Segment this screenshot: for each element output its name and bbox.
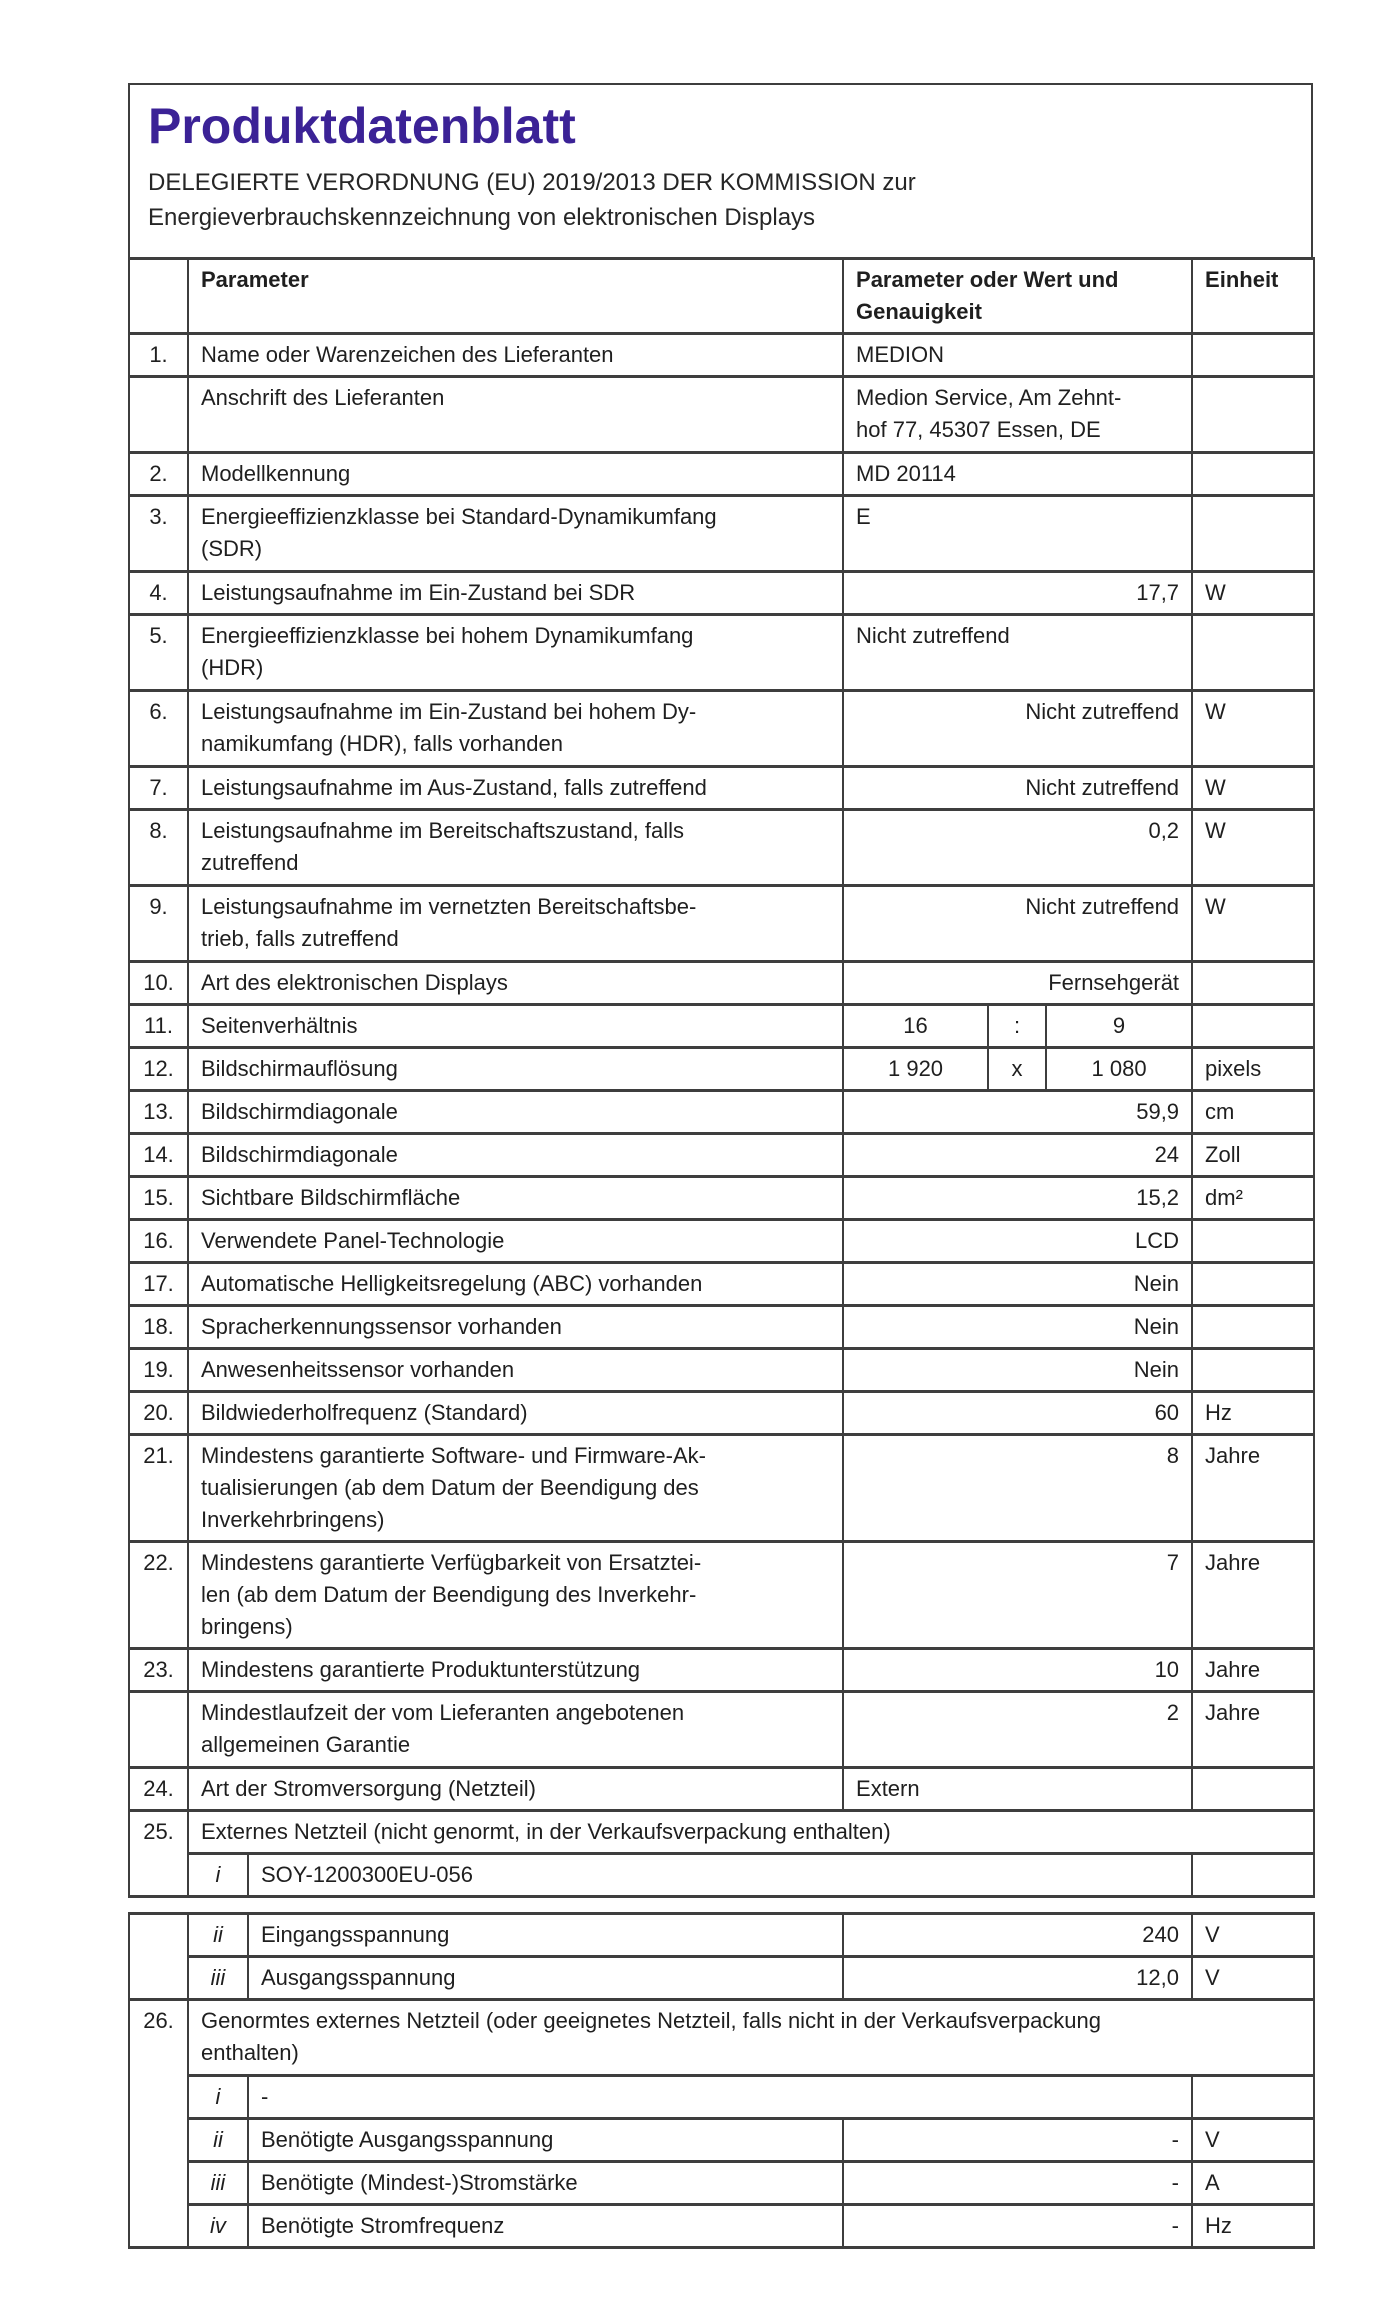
value-cell: 10 <box>843 1649 1192 1692</box>
sub-index-cell: i <box>188 2076 248 2119</box>
parameter-cell: Leistungsaufnahme im Ein-Zustand bei hohem Dy- namikumfang (HDR), falls vorhanden <box>188 691 843 767</box>
unit-cell: Jahre <box>1192 1649 1314 1692</box>
parameter-cell: Bildschirmauflösung <box>188 1048 843 1091</box>
unit-cell <box>1192 377 1314 453</box>
table-row <box>129 1649 1314 1692</box>
row-number-cell: 22. <box>129 1542 188 1649</box>
parameter-cell: Art der Stromversorgung (Netzteil) <box>188 1768 843 1811</box>
value-cell: Medion Service, Am Zehnt- hof 77, 45307 Essen, DE <box>843 377 1192 453</box>
row-number-cell: 20. <box>129 1392 188 1435</box>
sub-index-cell: iii <box>188 2162 248 2205</box>
row-number-cell: 11. <box>129 1005 188 1048</box>
parameter-cell: Verwendete Panel-Technologie <box>188 1220 843 1263</box>
sub-index-cell: iii <box>188 1957 248 2000</box>
row-number-cell: 21. <box>129 1435 188 1542</box>
value-cell: - <box>843 2162 1192 2205</box>
value-cell: 60 <box>843 1392 1192 1435</box>
full-span-cell: Genormtes externes Netzteil (oder geeignetes Netzteil, falls nicht in der Verkaufsverpackung enthalten) <box>188 2000 1314 2076</box>
sub-index-cell: i <box>188 1854 248 1897</box>
row-number-cell: 18. <box>129 1306 188 1349</box>
table-row <box>129 1854 1314 1897</box>
value-cell: - <box>843 2205 1192 2248</box>
unit-cell <box>1192 1220 1314 1263</box>
row-number-cell: 24. <box>129 1768 188 1811</box>
unit-cell: V <box>1192 2119 1314 2162</box>
row-number-cell: 9. <box>129 886 188 962</box>
parameter-cell: Mindestens garantierte Verfügbarkeit von Ersatztei- len (ab dem Datum der Beendigung des Inverkehr- bringens) <box>188 1542 843 1649</box>
value-cell: 8 <box>843 1435 1192 1542</box>
value-cell: 240 <box>843 1914 1192 1957</box>
value-cell: 2 <box>843 1692 1192 1768</box>
table-row <box>129 1091 1314 1134</box>
unit-cell: V <box>1192 1957 1314 2000</box>
ratio-value-cell: x <box>988 1048 1046 1091</box>
parameter-cell: Anwesenheitssensor vorhanden <box>188 1349 843 1392</box>
parameter-cell: Energieeffizienzklasse bei hohem Dynamikumfang (HDR) <box>188 615 843 691</box>
row-number-cell: 16. <box>129 1220 188 1263</box>
table-row <box>129 962 1314 1005</box>
table-row <box>129 259 1314 334</box>
parameter-cell: Energieeffizienzklasse bei Standard-Dynamikumfang (SDR) <box>188 496 843 572</box>
value-cell: Nicht zutreffend <box>843 615 1192 691</box>
value-cell: 12,0 <box>843 1957 1192 2000</box>
regulation-subtitle-line1: DELEGIERTE VERORDNUNG (EU) 2019/2013 DER KOMMISSION zur <box>148 169 916 196</box>
unit-cell <box>1192 1854 1314 1897</box>
table-row <box>129 810 1314 886</box>
unit-cell <box>1192 1768 1314 1811</box>
table-row <box>129 1134 1314 1177</box>
table-row <box>129 2119 1314 2162</box>
parameter-cell: Bildwiederholfrequenz (Standard) <box>188 1392 843 1435</box>
unit-cell: Jahre <box>1192 1542 1314 1649</box>
unit-cell: cm <box>1192 1091 1314 1134</box>
table-row <box>129 2000 1314 2076</box>
value-cell: LCD <box>843 1220 1192 1263</box>
parameter-cell: Bildschirmdiagonale <box>188 1091 843 1134</box>
unit-cell: Hz <box>1192 1392 1314 1435</box>
table-row <box>129 1349 1314 1392</box>
row-number-cell: 5. <box>129 615 188 691</box>
value-cell: 59,9 <box>843 1091 1192 1134</box>
ratio-value-cell: 1 080 <box>1046 1048 1192 1091</box>
table-row <box>129 572 1314 615</box>
row-number-cell: 4. <box>129 572 188 615</box>
row-number-cell: 10. <box>129 962 188 1005</box>
parameter-cell: Ausgangsspannung <box>248 1957 843 2000</box>
table-row <box>129 334 1314 377</box>
parameter-cell: Mindestens garantierte Produktunterstützung <box>188 1649 843 1692</box>
parameter-cell: Leistungsaufnahme im Ein-Zustand bei SDR <box>188 572 843 615</box>
unit-cell <box>1192 453 1314 496</box>
parameter-cell: Benötigte Stromfrequenz <box>248 2205 843 2248</box>
row-number-cell <box>129 1692 188 1768</box>
value-cell: MEDION <box>843 334 1192 377</box>
value-cell: Extern <box>843 1768 1192 1811</box>
row-number-cell <box>129 1914 188 2000</box>
table-row <box>129 691 1314 767</box>
row-number-cell: 1. <box>129 334 188 377</box>
row-number-cell: 2. <box>129 453 188 496</box>
row-number-cell: 13. <box>129 1091 188 1134</box>
table-row <box>129 1048 1314 1091</box>
unit-cell: V <box>1192 1914 1314 1957</box>
regulation-subtitle <box>148 165 1291 235</box>
regulation-subtitle-line2: Energieverbrauchskennzeichnung von elektronischen Displays <box>148 204 816 231</box>
value-cell: 17,7 <box>843 572 1192 615</box>
ratio-value-cell: 16 <box>843 1005 988 1048</box>
unit-cell <box>1192 1306 1314 1349</box>
row-number-cell: 25. <box>129 1811 188 1897</box>
table-row <box>129 1263 1314 1306</box>
row-number-cell: 7. <box>129 767 188 810</box>
value-cell: 15,2 <box>843 1177 1192 1220</box>
parameter-cell: Art des elektronischen Displays <box>188 962 843 1005</box>
table-row <box>129 1435 1314 1542</box>
unit-cell: Einheit <box>1192 259 1314 334</box>
value-cell: 0,2 <box>843 810 1192 886</box>
parameter-cell: Benötigte Ausgangsspannung <box>248 2119 843 2162</box>
unit-cell <box>1192 1005 1314 1048</box>
unit-cell: W <box>1192 810 1314 886</box>
wide-value-cell: - <box>248 2076 1192 2119</box>
table-row <box>129 496 1314 572</box>
table-row <box>129 1692 1314 1768</box>
row-number-cell: 15. <box>129 1177 188 1220</box>
parameter-cell: Mindestlaufzeit der vom Lieferanten angebotenen allgemeinen Garantie <box>188 1692 843 1768</box>
value-cell: 7 <box>843 1542 1192 1649</box>
title-box <box>128 83 1313 257</box>
unit-cell: dm² <box>1192 1177 1314 1220</box>
value-cell: Nein <box>843 1263 1192 1306</box>
unit-cell: A <box>1192 2162 1314 2205</box>
full-span-cell: Externes Netzteil (nicht genormt, in der Verkaufsverpackung enthalten) <box>188 1811 1314 1854</box>
parameter-cell: Spracherkennungssensor vorhanden <box>188 1306 843 1349</box>
unit-cell: pixels <box>1192 1048 1314 1091</box>
unit-cell: Zoll <box>1192 1134 1314 1177</box>
row-number-cell: 19. <box>129 1349 188 1392</box>
ratio-value-cell: 1 920 <box>843 1048 988 1091</box>
table-row <box>129 1542 1314 1649</box>
unit-cell: W <box>1192 886 1314 962</box>
unit-cell <box>1192 615 1314 691</box>
table-row <box>129 453 1314 496</box>
unit-cell: W <box>1192 767 1314 810</box>
value-cell: Nicht zutreffend <box>843 767 1192 810</box>
parameter-cell: Leistungsaufnahme im Aus-Zustand, falls zutreffend <box>188 767 843 810</box>
unit-cell <box>1192 496 1314 572</box>
parameter-cell: Name oder Warenzeichen des Lieferanten <box>188 334 843 377</box>
table-row <box>129 1392 1314 1435</box>
sub-index-cell: ii <box>188 2119 248 2162</box>
datasheet-table-continued <box>128 1912 1315 2249</box>
row-number-cell: 17. <box>129 1263 188 1306</box>
row-number-cell <box>129 377 188 453</box>
ratio-value-cell: : <box>988 1005 1046 1048</box>
parameter-cell: Leistungsaufnahme im Bereitschaftszustand, falls zutreffend <box>188 810 843 886</box>
value-cell: MD 20114 <box>843 453 1192 496</box>
table-row <box>129 886 1314 962</box>
unit-cell <box>1192 962 1314 1005</box>
value-cell: Nicht zutreffend <box>843 691 1192 767</box>
parameter-cell: Eingangsspannung <box>248 1914 843 1957</box>
table-row <box>129 377 1314 453</box>
sub-index-cell: ii <box>188 1914 248 1957</box>
row-number-cell: 6. <box>129 691 188 767</box>
page-title: Produktdatenblatt <box>148 98 576 154</box>
sub-index-cell: iv <box>188 2205 248 2248</box>
unit-cell: Hz <box>1192 2205 1314 2248</box>
unit-cell <box>1192 2076 1314 2119</box>
parameter-cell: Leistungsaufnahme im vernetzten Bereitschaftsbe- trieb, falls zutreffend <box>188 886 843 962</box>
table-row <box>129 1220 1314 1263</box>
table-row <box>129 1306 1314 1349</box>
wide-value-cell: SOY-1200300EU-056 <box>248 1854 1192 1897</box>
table-row <box>129 2076 1314 2119</box>
table-split-gap <box>128 1898 1313 1912</box>
unit-cell <box>1192 1349 1314 1392</box>
parameter-cell: Anschrift des Lieferanten <box>188 377 843 453</box>
table-row <box>129 1768 1314 1811</box>
table-row <box>129 1957 1314 2000</box>
value-cell: E <box>843 496 1192 572</box>
unit-cell <box>1192 1263 1314 1306</box>
value-cell: Fernsehgerät <box>843 962 1192 1005</box>
value-cell: - <box>843 2119 1192 2162</box>
row-number-cell <box>129 259 188 334</box>
parameter-cell: Benötigte (Mindest-)Stromstärke <box>248 2162 843 2205</box>
datasheet-table-main <box>128 257 1315 1898</box>
row-number-cell: 12. <box>129 1048 188 1091</box>
row-number-cell: 14. <box>129 1134 188 1177</box>
unit-cell: Jahre <box>1192 1435 1314 1542</box>
parameter-cell: Mindestens garantierte Software- und Firmware-Ak- tualisierungen (ab dem Datum der Beendigung des Inverkehrbringens) <box>188 1435 843 1542</box>
unit-cell: Jahre <box>1192 1692 1314 1768</box>
parameter-cell: Bildschirmdiagonale <box>188 1134 843 1177</box>
parameter-cell: Parameter <box>188 259 843 334</box>
table-row <box>129 2162 1314 2205</box>
datasheet <box>128 83 1313 2249</box>
unit-cell <box>1192 334 1314 377</box>
table-row <box>129 1811 1314 1854</box>
table-row <box>129 767 1314 810</box>
row-number-cell: 26. <box>129 2000 188 2248</box>
table-row <box>129 615 1314 691</box>
parameter-cell: Modellkennung <box>188 453 843 496</box>
table-row <box>129 1005 1314 1048</box>
row-number-cell: 3. <box>129 496 188 572</box>
row-number-cell: 8. <box>129 810 188 886</box>
value-cell: 24 <box>843 1134 1192 1177</box>
table-row <box>129 1914 1314 1957</box>
value-cell: Nein <box>843 1306 1192 1349</box>
table-row <box>129 2205 1314 2248</box>
value-cell: Nicht zutreffend <box>843 886 1192 962</box>
parameter-cell: Automatische Helligkeitsregelung (ABC) vorhanden <box>188 1263 843 1306</box>
value-cell: Parameter oder Wert und Genauigkeit <box>843 259 1192 334</box>
parameter-cell: Sichtbare Bildschirmfläche <box>188 1177 843 1220</box>
unit-cell: W <box>1192 691 1314 767</box>
value-cell: Nein <box>843 1349 1192 1392</box>
table-row <box>129 1177 1314 1220</box>
row-number-cell: 23. <box>129 1649 188 1692</box>
unit-cell: W <box>1192 572 1314 615</box>
ratio-value-cell: 9 <box>1046 1005 1192 1048</box>
parameter-cell: Seitenverhältnis <box>188 1005 843 1048</box>
